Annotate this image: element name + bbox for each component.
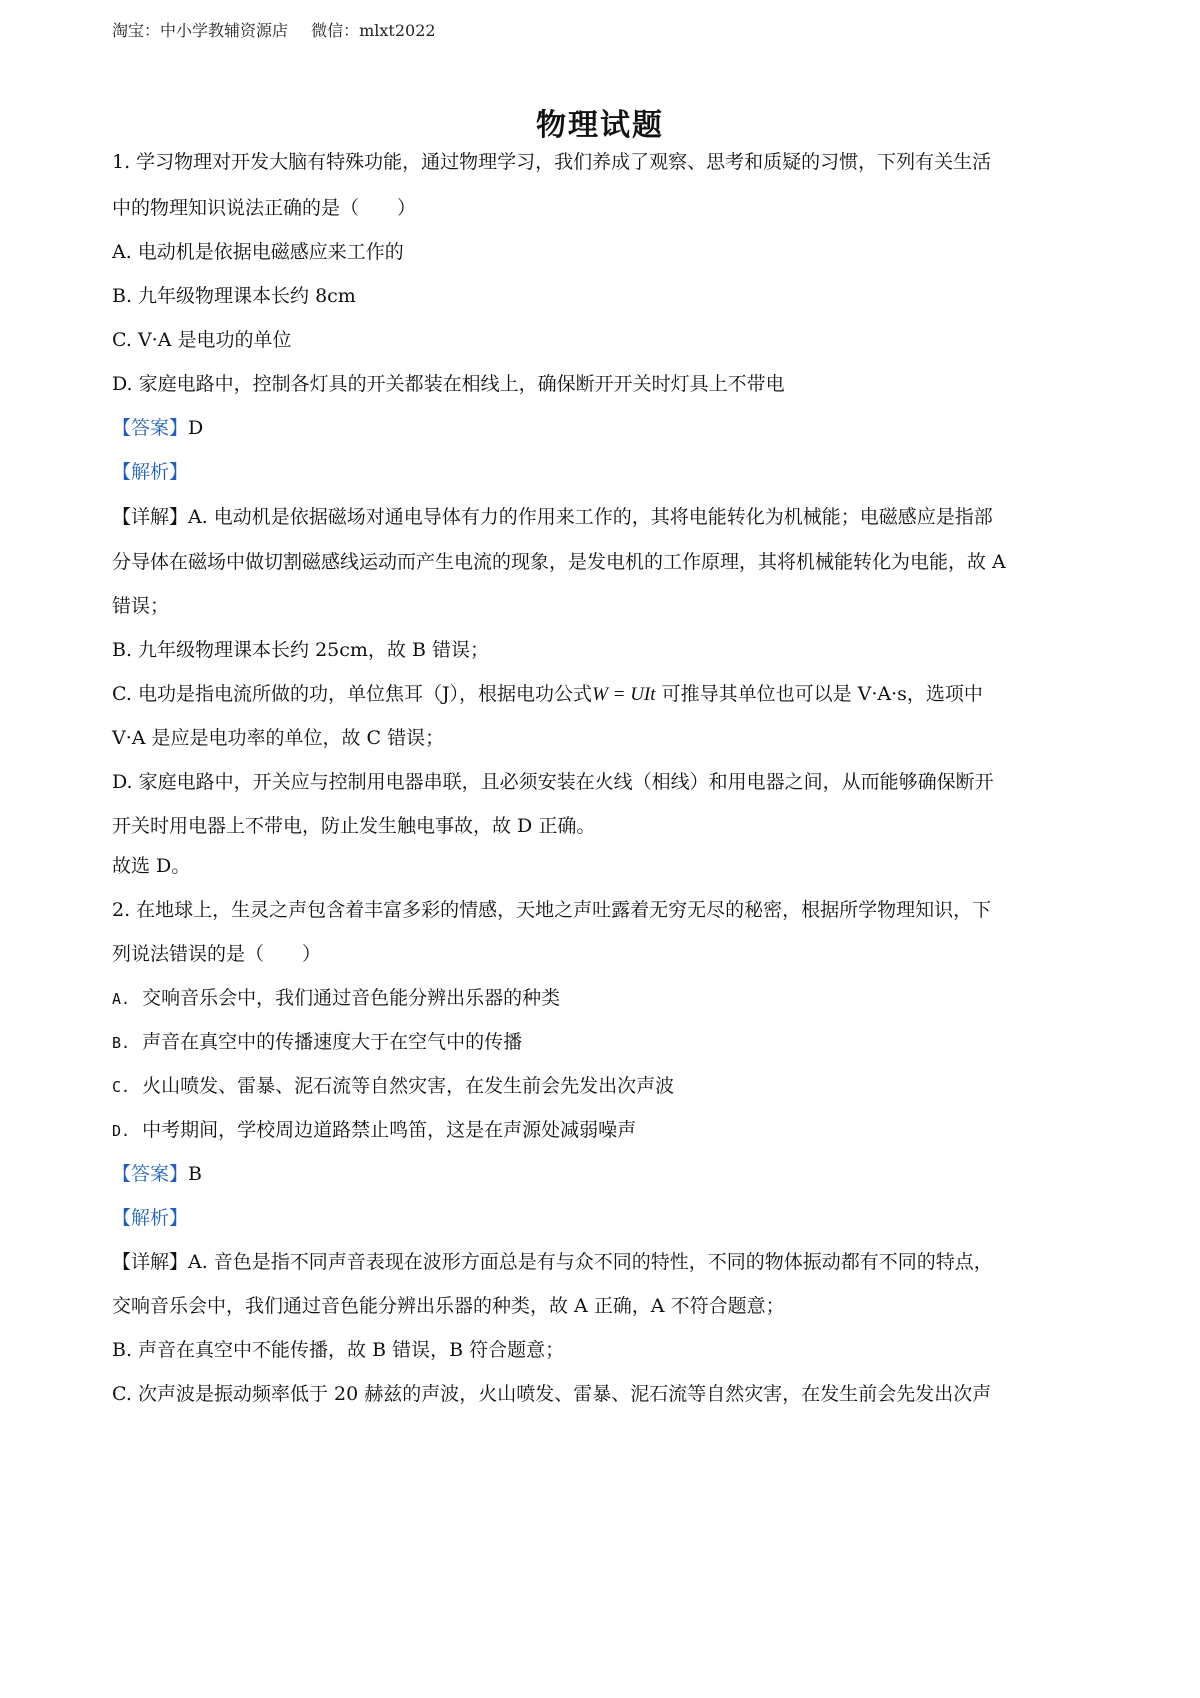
- q1-detail-line5-b: 可推导其单位也可以是 V·A·s，选项中: [655, 683, 983, 705]
- q1-detail-line5: [112, 680, 1102, 709]
- page-title: 物理试题: [536, 108, 664, 143]
- page-header: [112, 18, 454, 41]
- header-shop: 淘宝：中小学教辅资源店: [112, 21, 289, 40]
- q1-option-d: D. 家庭电路中，控制各灯具的开关都装在相线上，确保断开开关时灯具上不带电: [112, 373, 785, 395]
- q1-detail-line5-a: C. 电功是指电流所做的功，单位焦耳（J），根据电功公式: [112, 683, 593, 705]
- q2-option-c-letter: C.: [112, 1078, 131, 1096]
- q1-option-b: B. 九年级物理课本长约 8cm: [112, 285, 356, 307]
- electric-work-formula: W = UIt: [592, 684, 656, 705]
- q2-analysis-tag: 【解析】: [112, 1207, 189, 1229]
- q1-detail-line2: 分导体在磁场中做切割磁感线运动而产生电流的现象，是发电机的工作原理，其将机械能转化为电能，故 A: [112, 551, 1006, 573]
- q1-detail-line1: 【详解】A. 电动机是依据磁场对通电导体有力的作用来工作的，其将电能转化为机械能；电磁感应是指部: [112, 506, 993, 528]
- q1-detail-line4: B. 九年级物理课本长约 25cm，故 B 错误；: [112, 639, 489, 661]
- q1-detail-line9: 故选 D。: [112, 855, 191, 877]
- q1-detail-line3: 错误；: [112, 595, 170, 617]
- q1-stem-line2: 中的物理知识说法正确的是（ ）: [112, 197, 417, 219]
- q2-option-d: [112, 1116, 1102, 1145]
- q2-option-a-letter: A.: [112, 990, 131, 1008]
- q2-detail-line2: 交响音乐会中，我们通过音色能分辨出乐器的种类，故 A 正确，A 不符合题意；: [112, 1295, 785, 1317]
- q2-option-d-text: 中考期间，学校周边道路禁止鸣笛，这是在声源处减弱噪声: [142, 1119, 637, 1141]
- q2-detail-line3: B. 声音在真空中不能传播，故 B 错误，B 符合题意；: [112, 1339, 565, 1361]
- q2-option-c-text: 火山喷发、雷暴、泥石流等自然灾害，在发生前会先发出次声波: [142, 1075, 675, 1097]
- q1-detail-line7: D. 家庭电路中，开关应与控制用电器串联，且必须安装在火线（相线）和用电器之间，从而能够确保断开: [112, 771, 994, 793]
- header-wechat: 微信：mlxt2022: [311, 21, 436, 40]
- q2-option-b-text: 声音在真空中的传播速度大于在空气中的传播: [142, 1031, 523, 1053]
- q2-stem-line2: 列说法错误的是（ ）: [112, 943, 322, 965]
- q1-option-c: C. V·A 是电功的单位: [112, 329, 292, 351]
- q2-option-b-letter: B.: [112, 1034, 131, 1052]
- q1-stem-line1: 1. 学习物理对开发大脑有特殊功能，通过物理学习，我们养成了观察、思考和质疑的习惯，下列有关生活: [112, 151, 992, 173]
- q1-answer-value: D: [188, 417, 204, 439]
- q2-option-a: [112, 984, 1102, 1013]
- q2-answer-tag: 【答案】: [112, 1163, 189, 1185]
- q2-answer: [112, 1160, 1102, 1188]
- q1-answer: [112, 414, 1102, 442]
- q2-answer-value: B: [188, 1163, 202, 1185]
- q2-option-b: [112, 1028, 1102, 1057]
- q2-detail-line4: C. 次声波是振动频率低于 20 赫兹的声波，火山喷发、雷暴、泥石流等自然灾害，在发生前会先发出次声: [112, 1383, 992, 1405]
- q2-option-a-text: 交响音乐会中，我们通过音色能分辨出乐器的种类: [142, 987, 561, 1009]
- q2-option-d-letter: D.: [112, 1122, 131, 1140]
- q1-detail-line6: V·A 是应是电功率的单位，故 C 错误；: [112, 727, 445, 749]
- q2-stem-line1: 2. 在地球上，生灵之声包含着丰富多彩的情感，天地之声吐露着无穷无尽的秘密，根据所学物理知识，下: [112, 899, 992, 921]
- q1-option-a: A. 电动机是依据电磁感应来工作的: [112, 241, 404, 263]
- q1-detail-line8: 开关时用电器上不带电，防止发生触电事故，故 D 正确。: [112, 815, 596, 837]
- q1-answer-tag: 【答案】: [112, 417, 189, 439]
- q1-analysis-tag: 【解析】: [112, 461, 189, 483]
- q2-detail-line1: 【详解】A. 音色是指不同声音表现在波形方面总是有与众不同的特性，不同的物体振动都有不同的特点，: [112, 1251, 993, 1273]
- q2-option-c: [112, 1072, 1102, 1101]
